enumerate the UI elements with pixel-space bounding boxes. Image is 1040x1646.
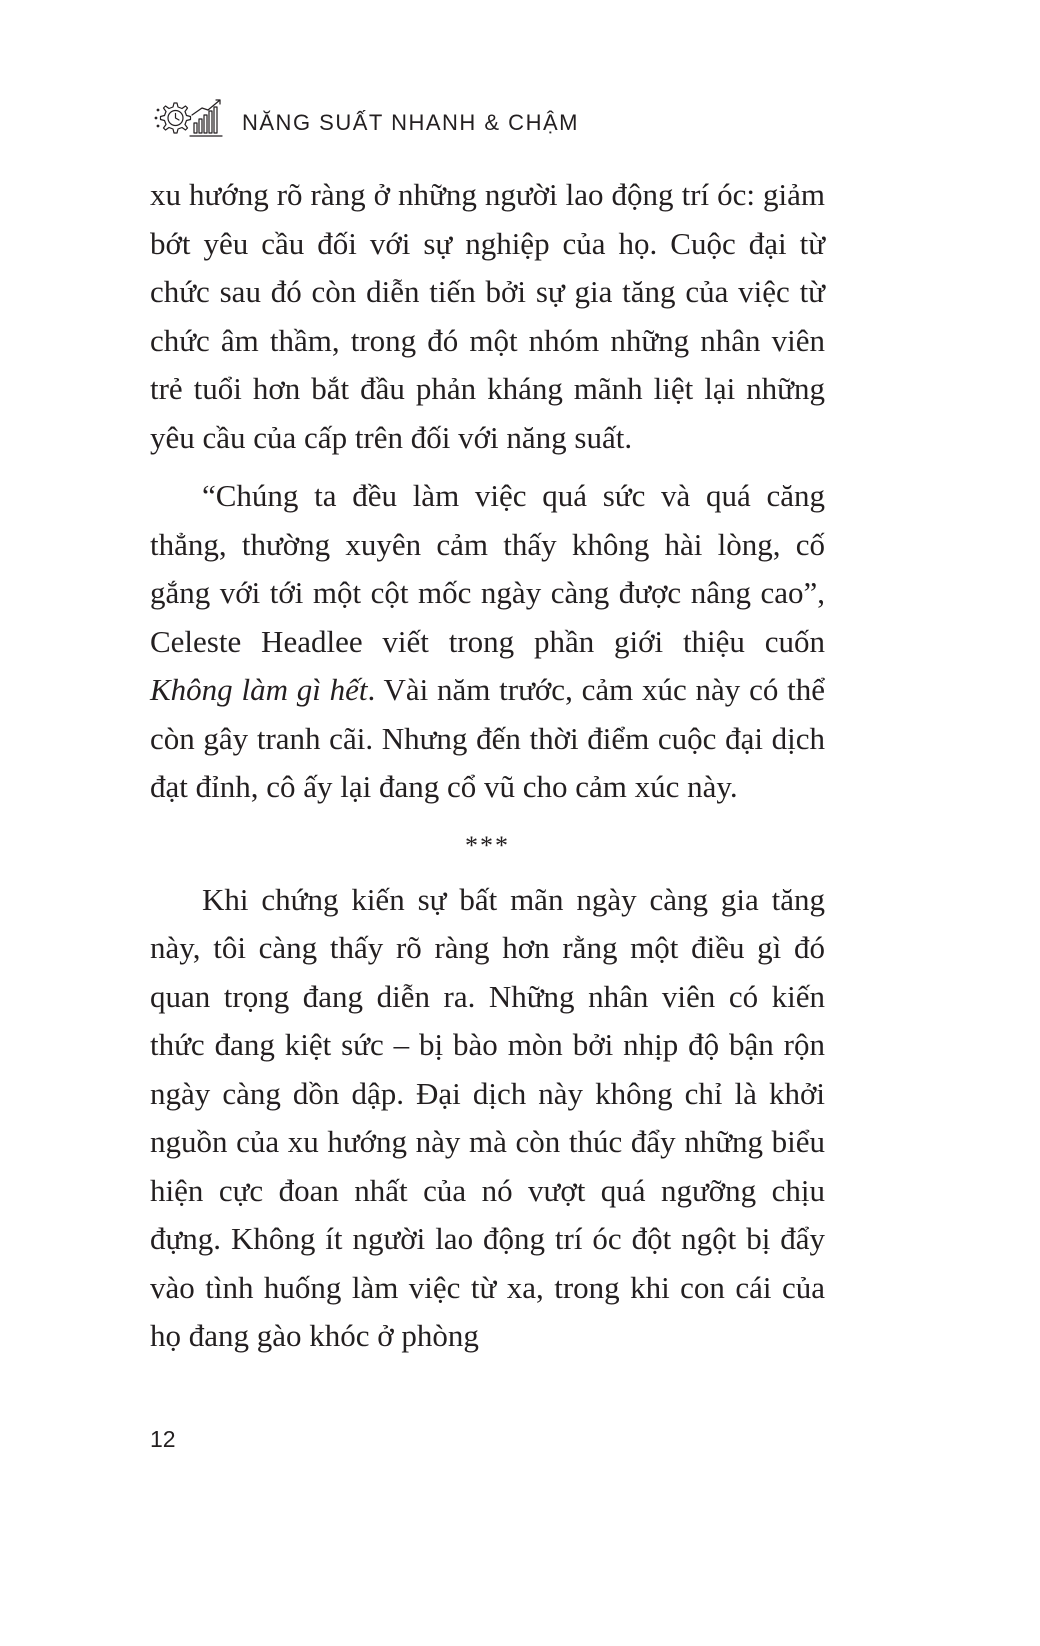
gear-clock-bar-chart-icon bbox=[150, 93, 230, 153]
page-number: 12 bbox=[150, 1426, 176, 1452]
paragraph-2 bbox=[150, 472, 825, 812]
page-body bbox=[150, 171, 825, 1361]
paragraph-2-text-after: . Vài năm trước, cảm xúc này có thể còn gây tranh cãi. Nhưng đến thời điểm cuộc đại dịch đạt đỉnh, cô ấy lại đang cổ vũ cho cảm xúc này. bbox=[150, 672, 825, 804]
section-separator: *** bbox=[465, 830, 510, 860]
book-title: Không làm gì hết bbox=[150, 672, 368, 707]
paragraph-1: xu hướng rõ ràng ở những người lao động trí óc: giảm bớt yêu cầu đối với sự nghiệp của họ. Cuộc đại từ chức sau đó còn diễn tiến bởi sự gia tăng của việc từ chức âm thầm, trong đó một nhóm những nhân viên trẻ tuổi hơn bắt đầu phản kháng mãnh liệt lại những yêu cầu của cấp trên đối với năng suất. bbox=[150, 177, 825, 455]
paragraph-3: Khi chứng kiến sự bất mãn ngày càng gia tăng này, tôi càng thấy rõ ràng hơn rằng một điều gì đó quan trọng đang diễn ra. Những nhân viên có kiến thức đang kiệt sức – bị bào mòn bởi nhịp độ bận rộn ngày càng dồn dập. Đại dịch này không chỉ là khởi nguồn của xu hướng này mà còn thúc đẩy những biểu hiện cực đoan nhất của nó vượt quá ngưỡng chịu đựng. Không ít người lao động trí óc đột ngột bị đẩy vào tình huống làm việc từ xa, trong khi con cái của họ đang gào khóc ở phòng bbox=[150, 881, 825, 1353]
running-head bbox=[150, 93, 579, 153]
running-head-title: NĂNG SUẤT NHANH & CHẬM bbox=[242, 110, 579, 135]
paragraph-2-text-before: “Chúng ta đều làm việc quá sức và quá căng thẳng, thường xuyên cảm thấy không hài lòng, cố gắng với tới một cột mốc ngày càng được nâng cao”, Celeste Headlee viết trong phần giới thiệu cuốn bbox=[150, 478, 825, 659]
